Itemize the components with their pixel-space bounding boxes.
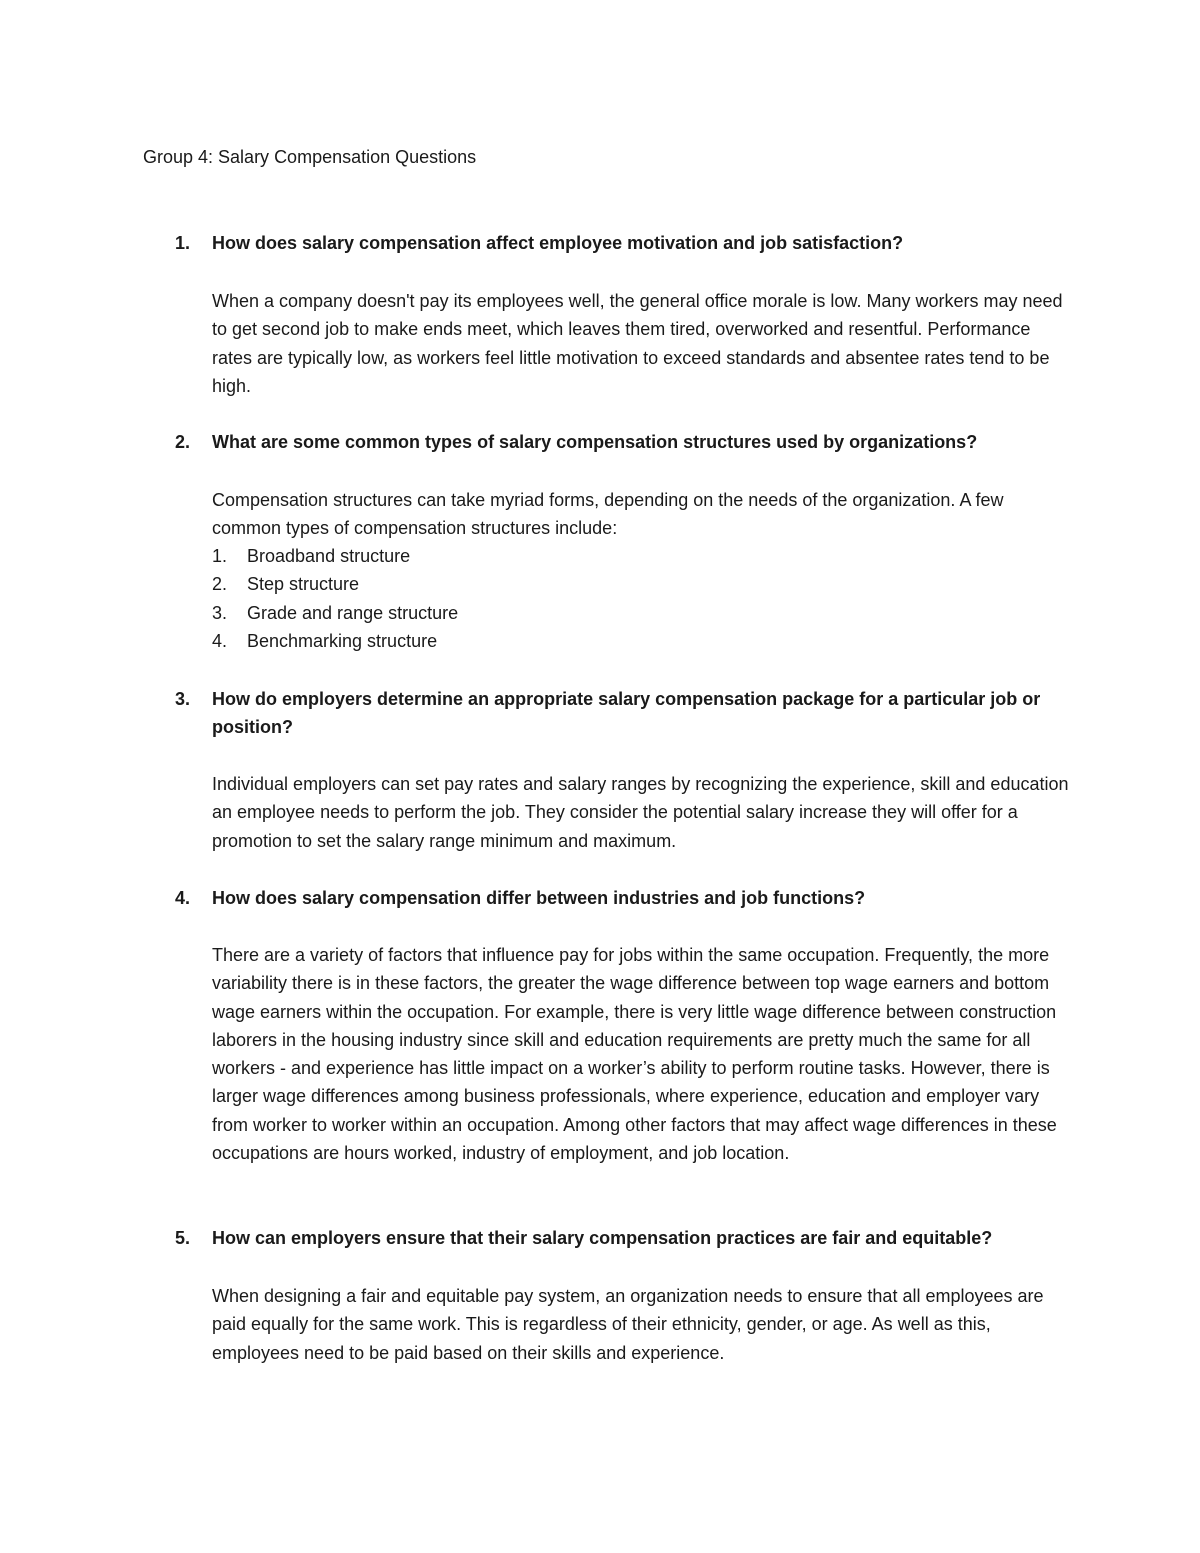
list-item-number: 3.	[212, 602, 228, 623]
question-number: 1.	[175, 233, 191, 253]
list-item-text: Grade and range structure	[247, 602, 459, 623]
list-item-number: 4.	[212, 630, 228, 651]
question-4	[175, 884, 1075, 912]
document-title: Group 4: Salary Compensation Questions	[143, 147, 477, 167]
list-item	[212, 599, 812, 627]
list-item	[212, 627, 812, 655]
answer-5: When designing a fair and equitable pay system, an organization needs to ensure that all employees are paid equally for the same work. This is regardless of their ethnicity, gender, or age. As well as this, employees need to be paid based on their skills and experience.	[212, 1286, 1044, 1363]
list-item-text: Broadband structure	[247, 546, 411, 566]
list-item	[212, 570, 812, 598]
question-5	[175, 1224, 1075, 1252]
question-1	[175, 229, 1075, 257]
list-item-number: 2.	[212, 574, 228, 595]
list-item-number: 1.	[212, 546, 228, 566]
question-text: How can employers ensure that their salary compensation practices are fair and equitable?	[212, 1228, 993, 1248]
question-2	[175, 428, 1075, 456]
question-text: How does salary compensation affect employee motivation and job satisfaction?	[212, 233, 904, 253]
structure-types-list	[212, 542, 812, 655]
question-text: How does salary compensation differ between industries and job functions?	[212, 888, 866, 908]
question-text: How do employers determine an appropriate salary compensation package for a particular job or position?	[212, 689, 1041, 738]
question-text: What are some common types of salary compensation structures used by organizations?	[212, 432, 978, 452]
question-number: 3.	[175, 689, 191, 709]
question-3	[175, 685, 1075, 742]
answer-1: When a company doesn't pay its employees well, the general office morale is low. Many workers may need to get second job to make ends meet, which leaves them tired, overworked and resentful. Performance rates are typically low, as workers feel little motivation to exceed standards and absentee rates tend to be high.	[212, 291, 1063, 396]
question-number: 5.	[175, 1228, 191, 1248]
question-number: 4.	[175, 888, 191, 908]
list-item-text: Step structure	[247, 574, 360, 595]
list-item	[212, 542, 812, 570]
answer-2: Compensation structures can take myriad forms, depending on the needs of the organization. A few common types of compensation structures include:	[212, 490, 1004, 539]
list-item-text: Benchmarking structure	[247, 630, 438, 651]
answer-4: There are a variety of factors that influence pay for jobs within the same occupation. Frequently, the more variability there is in these factors, the greater the wage difference between top wage earners and bottom wage earners within the occupation. For example, there is very little wage difference between construction laborers in the housing industry since skill and education requirements are pretty much the same for all workers - and experience has little impact on a worker’s ability to perform routine tasks. However, there is larger wage differences among business professionals, where experience, education and employer vary from worker to worker within an occupation. Among other factors that may affect wage differences in these occupations are hours worked, industry of employment, and job location.	[212, 945, 1057, 1164]
answer-3: Individual employers can set pay rates and salary ranges by recognizing the experience, skill and education an employee needs to perform the job. They consider the potential salary increase they will offer for a promotion to set the salary range minimum and maximum.	[212, 774, 1069, 851]
question-number: 2.	[175, 432, 191, 452]
